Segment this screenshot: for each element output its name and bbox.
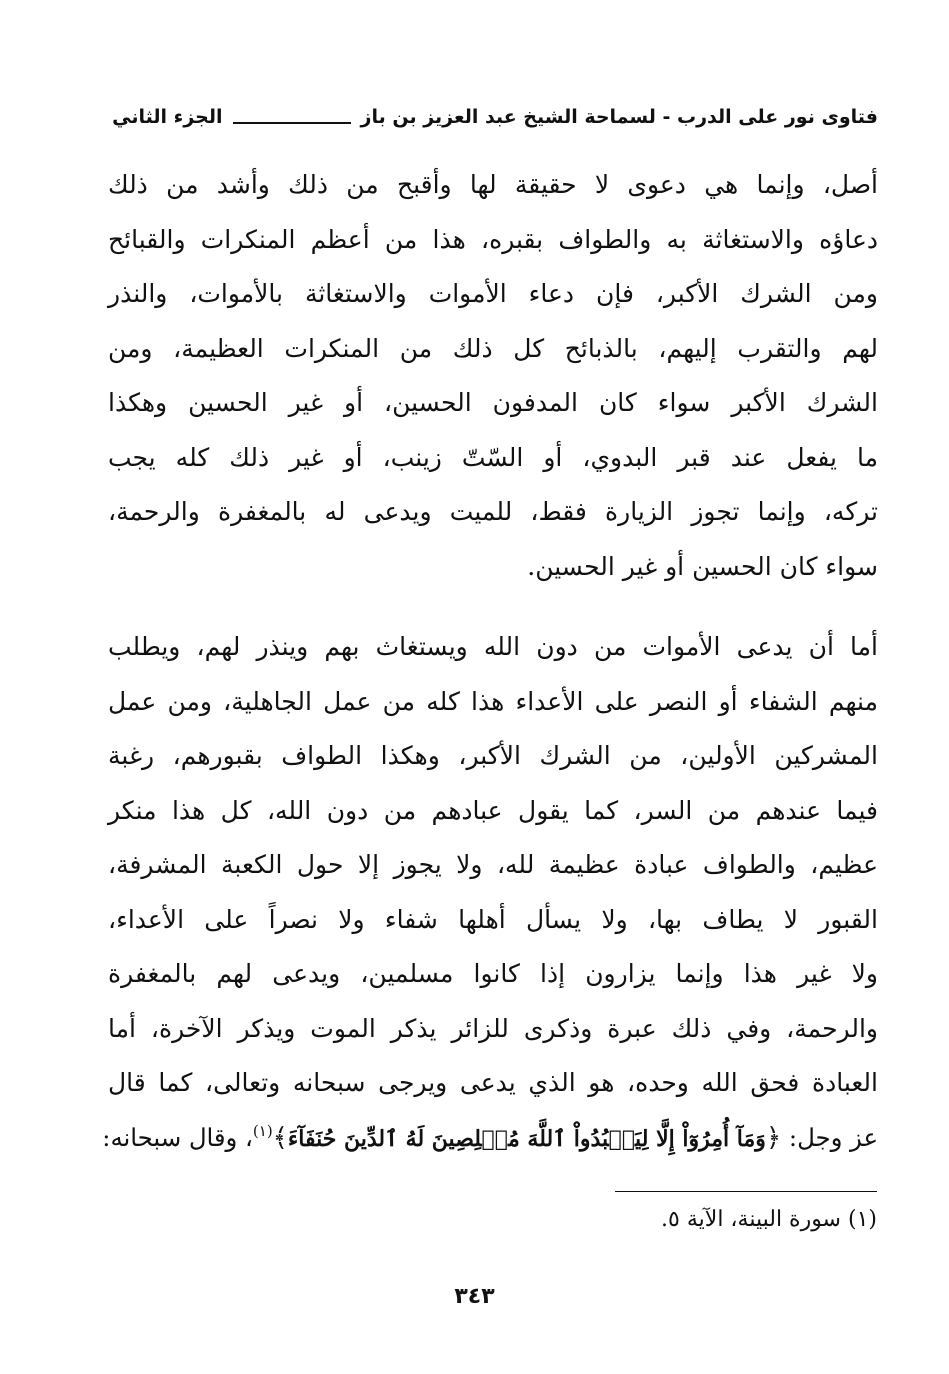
running-header: [108, 100, 878, 134]
text-line: والرحمة، وفي ذلك عبرة وذكرى للزائر يذكر الموت ويذكر الآخرة، أما: [108, 1013, 878, 1043]
paragraph-2: [102, 620, 878, 1168]
verse-bracket-open: ﴿: [765, 1122, 782, 1153]
text-line: ما يفعل عند قبر البدوي، أو السّتّ زينب، أو غير ذلك كله يجب: [108, 442, 878, 472]
footnote: (١) سورة البينة، الآية ٥.: [661, 1207, 877, 1232]
text-line: منهم الشفاء أو النصر على الأعداء هذا كله من عمل الجاهلية، ومن عمل: [108, 686, 878, 716]
text-line: تركه، وإنما تجوز الزيارة فقط، للميت ويدعى له بالمغفرة والرحمة،: [108, 497, 878, 526]
quran-verse: وَمَآ أُمِرُوٓاْ إِلَّا لِيَعۡبُدُواْ ٱللَّهَ مُخۡلِصِينَ لَهُ ٱلدِّينَ حُنَفَآءَ: [287, 1125, 766, 1152]
text-line: الشرك الأكبر سواء كان المدفون الحسين، أو غير الحسين وهكذا: [108, 388, 878, 417]
footnote-reference[interactable]: (١): [252, 1121, 273, 1140]
paragraph-1: [108, 158, 878, 594]
text-line-with-verse: [102, 1111, 878, 1169]
footnote-separator: [615, 1191, 877, 1192]
header-rule: [233, 122, 351, 124]
text-line: المشركين الأولين، من الشرك الأكبر، وهكذا الطواف بقبورهم، رغبة: [108, 741, 878, 770]
text-line: ولا غير هذا وإنما يزارون إذا كانوا مسلمين، ويدعى لهم بالمغفرة: [108, 959, 878, 988]
text-line: عظيم، والطواف عبادة عظيمة لله، ولا يجوز إلا حول الكعبة المشرفة،: [108, 850, 878, 879]
text-line: فيما عندهم من السر، كما يقول عبادهم من دون الله، كل هذا منكر: [108, 795, 878, 825]
text-line: القبور لا يطاف بها، ولا يسأل أهلها شفاء ولا نصراً على الأعداء،: [108, 904, 878, 934]
verse-bracket-close: ﴾: [272, 1122, 288, 1153]
volume-label: الجزء الثاني: [112, 106, 223, 128]
text-line: أما أن يدعى الأموات من دون الله ويستغاث بهم وينذر لهم، ويطلب: [108, 632, 878, 661]
text-line: العبادة فحق الله وحده، هو الذي يدعى ويرجى سبحانه وتعالى، كما قال: [108, 1068, 878, 1097]
trailing-text: ، وقال سبحانه:: [102, 1122, 253, 1152]
text-line: سواء كان الحسين أو غير الحسين.: [527, 551, 878, 581]
lead-in-text: عز وجل:: [781, 1122, 878, 1152]
text-line: ومن الشرك الأكبر، فإن دعاء الأموات والاستغاثة بالأموات، والنذر: [108, 279, 878, 308]
text-line: لهم والتقرب إليهم، بالذبائح كل ذلك من المنكرات العظيمة، ومن: [108, 333, 878, 363]
text-line: أصل، وإنما هي دعوى لا حقيقة لها وأقبح من ذلك وأشد من ذلك: [108, 170, 878, 199]
text-line: دعاؤه والاستغاثة به والطواف بقبره، هذا من أعظم المنكرات والقبائح: [108, 224, 878, 254]
book-title: فتاوى نور على الدرب - لسماحة الشيخ عبد العزيز بن باز: [360, 106, 878, 128]
page-number: ٣٤٣: [454, 1284, 495, 1309]
